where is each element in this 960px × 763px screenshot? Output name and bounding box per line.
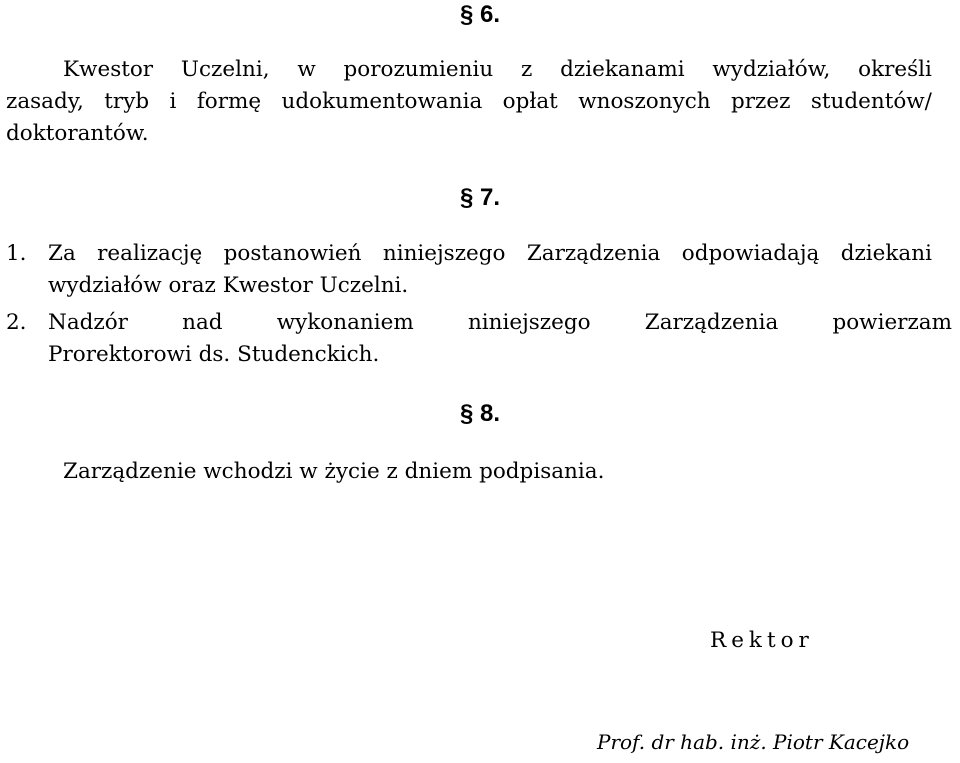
section-7-heading: § 7. — [460, 184, 501, 211]
section-6-line-3: doktorantów. — [6, 121, 149, 146]
section-7-item-1-number: 1. — [6, 241, 27, 266]
section-6-line-1: Kwestor Uczelni, w porozumieniu z dziekanami wydziałów, określi — [63, 57, 932, 82]
section-7-item-2-line-2: Prorektorowi ds. Studenckich. — [48, 342, 380, 367]
section-6-paragraph — [6, 54, 932, 150]
section-6-line-2: zasady, tryb i formę udokumentowania opłat wnoszonych przez studentów/ — [6, 89, 932, 114]
section-7-item-2-number: 2. — [6, 310, 27, 335]
section-8-text: Zarządzenie wchodzi w życie z dniem podpisania. — [63, 459, 605, 484]
section-7-item-1-line-1: Za realizację postanowień niniejszego Zarządzenia odpowiadają dziekani — [48, 241, 932, 266]
section-6-heading: § 6. — [460, 1, 501, 28]
section-7-item-2 — [6, 307, 952, 371]
section-7-item-1 — [6, 238, 932, 302]
signature-title: Rektor — [710, 628, 814, 653]
signature-name: Prof. dr hab. inż. Piotr Kacejko — [597, 730, 910, 754]
section-8-heading: § 8. — [460, 400, 501, 427]
section-7-item-1-line-2: wydziałów oraz Kwestor Uczelni. — [48, 273, 409, 298]
section-7-item-2-line-1: Nadzór nad wykonaniem niniejszego Zarządzenia powierzam — [48, 310, 952, 335]
